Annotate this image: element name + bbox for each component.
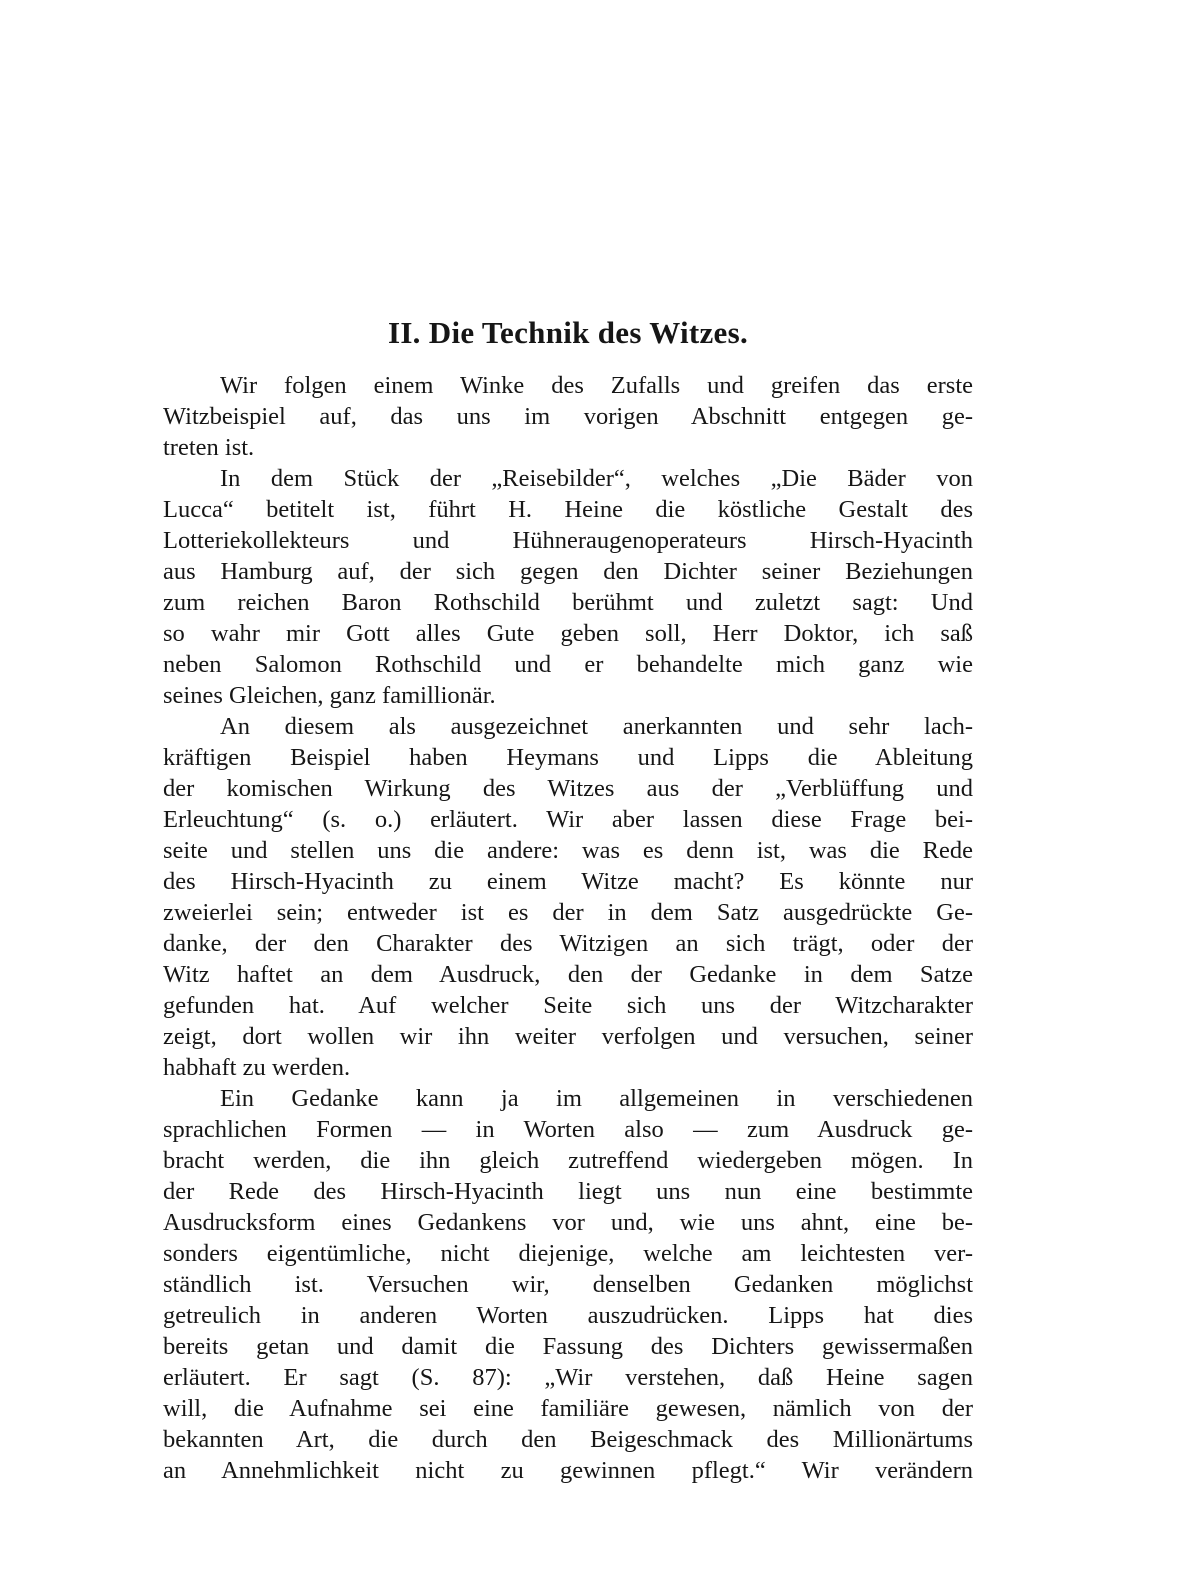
text-line: aus Hamburg auf, der sich gegen den Dichter seiner Beziehungen [163,558,973,585]
text-line: Wir folgen einem Winke des Zufalls und greifen das erste [220,372,973,399]
text-line: treten ist. [163,434,255,461]
text-line: ständlich ist. Versuchen wir, denselben Gedanken möglichst [163,1271,973,1298]
text-line: danke, der den Charakter des Witzigen an sich trägt, oder der [163,930,973,957]
text-line: seite und stellen uns die andere: was es denn ist, was die Rede [163,837,973,864]
text-line: neben Salomon Rothschild und er behandelte mich ganz wie [163,651,973,678]
text-line: kräftigen Beispiel haben Heymans und Lipps die Ableitung [163,744,973,771]
text-line: sonders eigentümliche, nicht diejenige, welche am leichtesten ver- [163,1240,973,1267]
text-line: In dem Stück der „Reisebilder“, welches „Die Bäder von [220,465,973,492]
text-line: Ausdrucksform eines Gedankens vor und, wie uns ahnt, eine be- [163,1209,973,1236]
text-line: bracht werden, die ihn gleich zutreffend wiedergeben mögen. In [163,1147,973,1174]
paragraph-4 [163,1083,973,1486]
text-line: An diesem als ausgezeichnet anerkannten und sehr lach- [220,713,973,740]
body-text [163,370,973,1486]
text-line: bereits getan und damit die Fassung des Dichters gewissermaßen [163,1333,973,1360]
text-line: Witz haftet an dem Ausdruck, den der Gedanke in dem Satze [163,961,973,988]
chapter-title: II. Die Technik des Witzes. [387,315,749,350]
text-line: will, die Aufnahme sei eine familiäre gewesen, nämlich von der [163,1395,973,1422]
paragraph-2 [163,463,973,711]
text-line: Lucca“ betitelt ist, führt H. Heine die köstliche Gestalt des [163,496,973,523]
text-line: zeigt, dort wollen wir ihn weiter verfolgen und versuchen, seiner [163,1023,973,1050]
paragraph-3 [163,711,973,1083]
text-line: seines Gleichen, ganz famillionär. [163,682,496,709]
text-line: Ein Gedanke kann ja im allgemeinen in verschiedenen [220,1085,973,1112]
text-line: zweierlei sein; entweder ist es der in dem Satz ausgedrückte Ge- [163,899,973,926]
text-line: Erleuchtung“ (s. o.) erläutert. Wir aber lassen diese Frage bei- [163,806,973,833]
text-line: habhaft zu werden. [163,1054,351,1081]
paragraph-1 [163,370,973,463]
text-line: bekannten Art, die durch den Beigeschmack des Millionärtums [163,1426,973,1453]
text-line: des Hirsch-Hyacinth zu einem Witze macht? Es könnte nur [163,868,973,895]
text-line: zum reichen Baron Rothschild berühmt und zuletzt sagt: Und [163,589,973,616]
text-line: Witzbeispiel auf, das uns im vorigen Abschnitt entgegen ge- [163,403,973,430]
text-line: der komischen Wirkung des Witzes aus der „Verblüffung und [163,775,973,802]
text-line: Lotteriekollekteurs und Hühneraugenoperateurs Hirsch-Hyacinth [163,527,973,554]
text-line: an Annehmlichkeit nicht zu gewinnen pflegt.“ Wir verändern [163,1457,973,1484]
text-line: erläutert. Er sagt (S. 87): „Wir verstehen, daß Heine sagen [163,1364,973,1391]
text-line: so wahr mir Gott alles Gute geben soll, Herr Doktor, ich saß [163,620,973,647]
text-line: sprachlichen Formen — in Worten also — zum Ausdruck ge- [163,1116,973,1143]
text-line: gefunden hat. Auf welcher Seite sich uns der Witzcharakter [163,992,973,1019]
text-line: getreulich in anderen Worten auszudrücken. Lipps hat dies [163,1302,973,1329]
text-line: der Rede des Hirsch-Hyacinth liegt uns nun eine bestimmte [163,1178,973,1205]
